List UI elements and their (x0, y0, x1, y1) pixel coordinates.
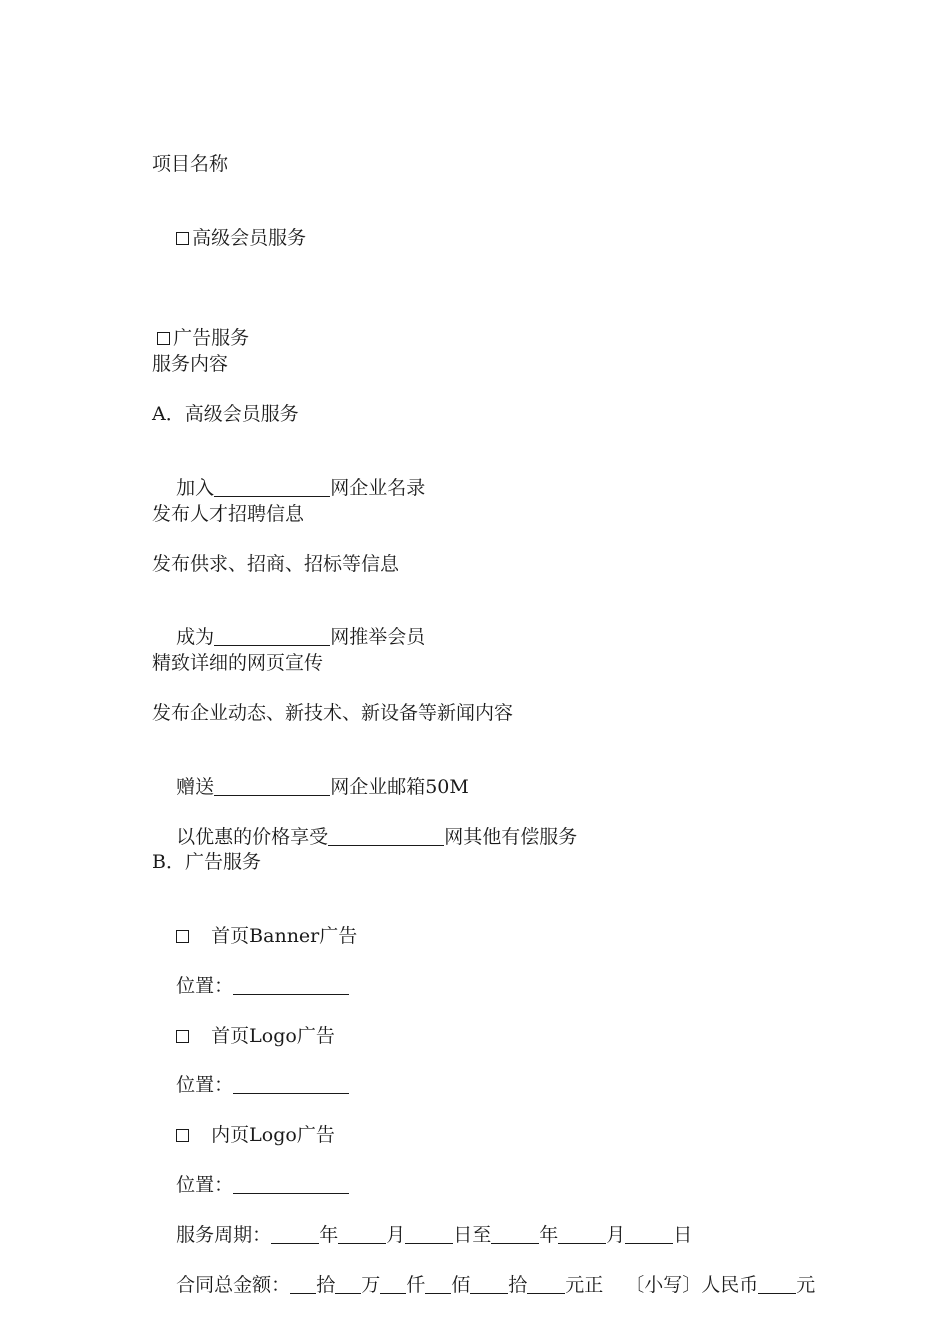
option-ads-row (133, 302, 250, 349)
period-label: 服务周期： (176, 1224, 272, 1246)
year-text: 年 (319, 1224, 339, 1246)
blank-site-name[interactable] (214, 626, 330, 646)
position-label: 位置： (176, 1074, 234, 1096)
unit-bai: 佰 (451, 1274, 471, 1296)
checkbox-ad-home-logo[interactable] (176, 1030, 189, 1043)
blank-position[interactable] (233, 975, 349, 995)
discount-row (152, 801, 578, 848)
position-label: 位置： (176, 975, 234, 997)
unit-shi: 拾 (316, 1274, 336, 1296)
blank-site-name[interactable] (214, 776, 330, 796)
contract-amount-row (152, 1249, 816, 1296)
recommend-row (152, 601, 426, 648)
ad-option-label: 内页Logo广告 (211, 1124, 335, 1146)
blank-position[interactable] (233, 1174, 349, 1194)
join-prefix: 加入 (176, 477, 215, 499)
unit-shi: 拾 (508, 1274, 528, 1296)
month-text: 月 (606, 1224, 626, 1246)
unit-yuanzheng: 元正 (565, 1274, 604, 1296)
blank-end-day[interactable] (625, 1224, 673, 1244)
join-suffix: 网企业名录 (330, 477, 426, 499)
option-premium-row (152, 202, 307, 249)
month-text: 月 (386, 1224, 406, 1246)
checkbox-ad-inner-logo[interactable] (176, 1129, 189, 1142)
ad-option-label: 首页Banner广告 (211, 925, 358, 947)
day-text: 日 (673, 1224, 693, 1246)
join-directory-row (152, 452, 426, 499)
blank-start-day[interactable] (405, 1224, 453, 1244)
section-a-heading: A．高级会员服务 (152, 403, 299, 425)
blank-start-month[interactable] (338, 1224, 386, 1244)
ad-position-row (152, 1149, 349, 1196)
ad-position-row (152, 950, 349, 997)
project-heading: 项目名称 (152, 153, 229, 175)
year-text: 年 (539, 1224, 559, 1246)
day-to-text: 日至 (453, 1224, 492, 1246)
amount-label: 合同总金额： (176, 1274, 291, 1296)
checkbox-ad-home-banner[interactable] (176, 930, 189, 943)
ad-option-row (152, 900, 358, 947)
service-heading: 服务内容 (152, 353, 229, 375)
service-period-row (152, 1199, 693, 1246)
blank-start-year[interactable] (271, 1224, 319, 1244)
checkbox-premium[interactable] (176, 232, 189, 245)
unit-qian: 仟 (406, 1274, 426, 1296)
lowercase-label: 〔小写〕人民币 (625, 1274, 759, 1296)
ad-option-label: 首页Logo广告 (211, 1025, 335, 1047)
ad-option-row (152, 1000, 335, 1047)
option-ads-label: 广告服务 (173, 327, 250, 349)
gift-suffix: 网企业邮箱50M (330, 776, 469, 798)
unit-wan: 万 (361, 1274, 381, 1296)
option-premium-label: 高级会员服务 (192, 227, 307, 249)
position-label: 位置： (176, 1174, 234, 1196)
blank-end-year[interactable] (491, 1224, 539, 1244)
checkbox-ads[interactable] (157, 332, 170, 345)
blank-end-month[interactable] (558, 1224, 606, 1244)
blank-amount-shi[interactable] (470, 1274, 508, 1294)
recommend-prefix: 成为 (176, 626, 215, 648)
discount-prefix: 以优惠的价格享受 (176, 826, 329, 848)
section-b-heading: B．广告服务 (152, 851, 261, 873)
blank-site-name[interactable] (214, 477, 330, 497)
blank-amount-qian[interactable] (380, 1274, 406, 1294)
ad-option-row (152, 1099, 335, 1146)
blank-amount-yuan[interactable] (527, 1274, 565, 1294)
recruit-row: 发布人才招聘信息 (152, 503, 305, 525)
news-row: 发布企业动态、新技术、新设备等新闻内容 (152, 702, 514, 724)
ad-position-row (152, 1049, 349, 1096)
blank-amount-shiwan[interactable] (290, 1274, 316, 1294)
unit-yuan: 元 (796, 1274, 816, 1296)
supply-row: 发布供求、招商、招标等信息 (152, 553, 400, 575)
webpage-row: 精致详细的网页宣传 (152, 652, 324, 674)
blank-amount-numeric[interactable] (758, 1274, 796, 1294)
recommend-suffix: 网推举会员 (330, 626, 426, 648)
blank-position[interactable] (233, 1074, 349, 1094)
gift-row (152, 751, 469, 798)
blank-site-name[interactable] (328, 826, 444, 846)
gift-prefix: 赠送 (176, 776, 215, 798)
blank-amount-bai[interactable] (425, 1274, 451, 1294)
discount-suffix: 网其他有偿服务 (444, 826, 578, 848)
blank-amount-wan[interactable] (335, 1274, 361, 1294)
